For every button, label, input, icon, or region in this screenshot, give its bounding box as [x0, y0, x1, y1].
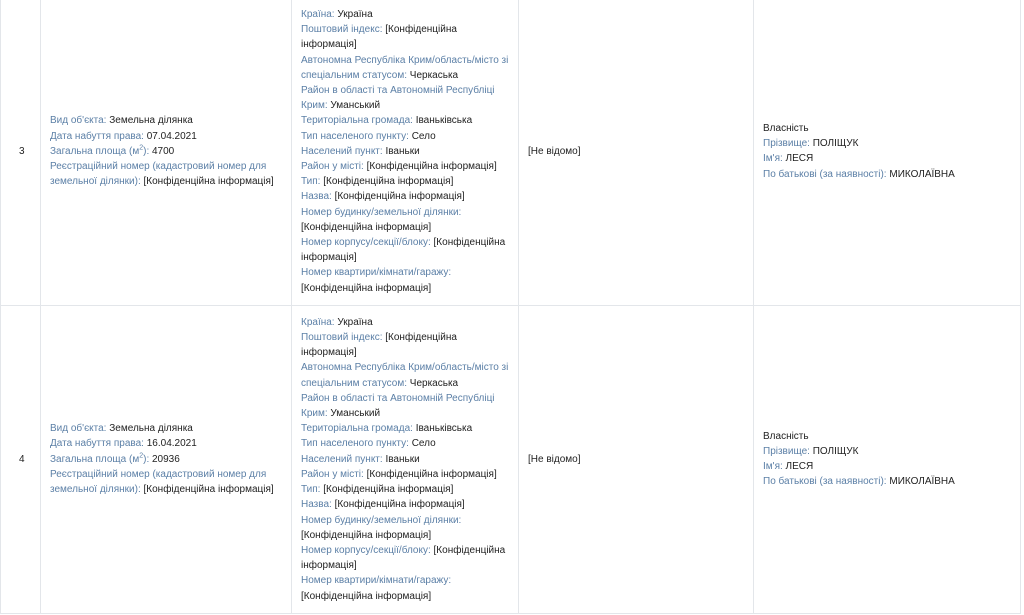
row-number: 3: [1, 0, 41, 305]
owner-cell: [754, 305, 1021, 613]
name-line: Ім'я: ЛЕСЯ: [763, 153, 814, 165]
table-row: [1, 0, 1021, 305]
cadastral-line: Реєстраційний номер (кадастровий номер для земельної ділянки): [Конфіденційна інформація]: [50, 161, 274, 188]
row-number: 4: [1, 305, 41, 613]
settlement-type-line: Тип населеного пункту: Село: [301, 438, 436, 450]
surname-line: Прізвище: ПОЛІЩУК: [763, 138, 859, 150]
object-cell: [41, 305, 292, 613]
object-type-line: Вид об'єкта: Земельна ділянка: [50, 115, 193, 127]
acquired-date-line: Дата набуття права: 07.04.2021: [50, 130, 197, 142]
settlement-type-line: Тип населеного пункту: Село: [301, 130, 436, 142]
postal-line: Поштовий індекс: [Конфіденційна інформація]: [301, 24, 457, 51]
building-line: Номер корпусу/секції/блоку: [Конфіденційна інформація]: [301, 237, 506, 264]
street-name-line: Назва: [Конфіденційна інформація]: [301, 499, 465, 511]
country-line: Країна: Україна: [301, 316, 373, 328]
patronymic-line: По батькові (за наявності): МИКОЛАЇВНА: [763, 476, 955, 488]
street-type-line: Тип: [Конфіденційна інформація]: [301, 176, 454, 188]
street-type-line: Тип: [Конфіденційна інформація]: [301, 484, 454, 496]
address-cell: [292, 0, 519, 305]
district-line: Район в області та Автономній Республіці Крим: Уманський: [301, 85, 495, 112]
house-line: Номер будинку/земельної ділянки: [Конфіденційна інформація]: [301, 206, 462, 233]
postal-line: Поштовий індекс: [Конфіденційна інформація]: [301, 332, 457, 359]
building-line: Номер корпусу/секції/блоку: [Конфіденційна інформація]: [301, 544, 506, 572]
surname-line: Прізвище: ПОЛІЩУК: [763, 446, 859, 458]
ownership-type: Власність: [763, 123, 809, 135]
country-line: Країна: Україна: [301, 9, 373, 20]
apartment-line: Номер квартири/кімнати/гаражу: [Конфіденційна інформація]: [301, 267, 452, 294]
street-name-line: Назва: [Конфіденційна інформація]: [301, 191, 465, 203]
house-line: Номер будинку/земельної ділянки: [Конфіденційна інформація]: [301, 514, 462, 541]
city-district-line: Район у місті: [Конфіденційна інформація]: [301, 468, 497, 480]
cadastral-line: Реєстраційний номер (кадастровий номер для земельної ділянки): [Конфіденційна інформація]: [50, 468, 274, 496]
unknown-cell: [Не відомо]: [519, 305, 754, 613]
region-line: Автономна Республіка Крим/область/місто зі спеціальним статусом: Черкаська: [301, 362, 509, 389]
object-type-line: Вид об'єкта: Земельна ділянка: [50, 423, 193, 435]
ownership-type: Власність: [763, 430, 809, 442]
object-cell: [41, 0, 292, 305]
owner-cell: [754, 0, 1021, 305]
patronymic-line: По батькові (за наявності): МИКОЛАЇВНА: [763, 168, 955, 180]
unknown-cell: [Не відомо]: [519, 0, 754, 305]
community-line: Територіальна громада: Іваньківська: [301, 115, 473, 127]
address-cell: [292, 305, 519, 613]
area-line: Загальна площа $(м^2)$: 4700: [50, 144, 175, 157]
apartment-line: Номер квартири/кімнати/гаражу: [Конфіденційна інформація]: [301, 575, 452, 602]
community-line: Територіальна громада: Іваньківська: [301, 423, 473, 435]
acquired-date-line: Дата набуття права: 16.04.2021: [50, 438, 197, 450]
region-line: Автономна Республіка Крим/область/місто зі спеціальним статусом: Черкаська: [301, 54, 509, 81]
city-district-line: Район у місті: [Конфіденційна інформація]: [301, 161, 497, 173]
area-line: Загальна площа $(м^2)$: 20936: [50, 452, 180, 465]
settlement-line: Населений пункт: Іваньки: [301, 453, 420, 465]
table-row: [1, 305, 1021, 613]
name-line: Ім'я: ЛЕСЯ: [763, 461, 814, 473]
district-line: Район в області та Автономній Республіці Крим: Уманський: [301, 392, 495, 420]
settlement-line: Населений пункт: Іваньки: [301, 145, 420, 157]
